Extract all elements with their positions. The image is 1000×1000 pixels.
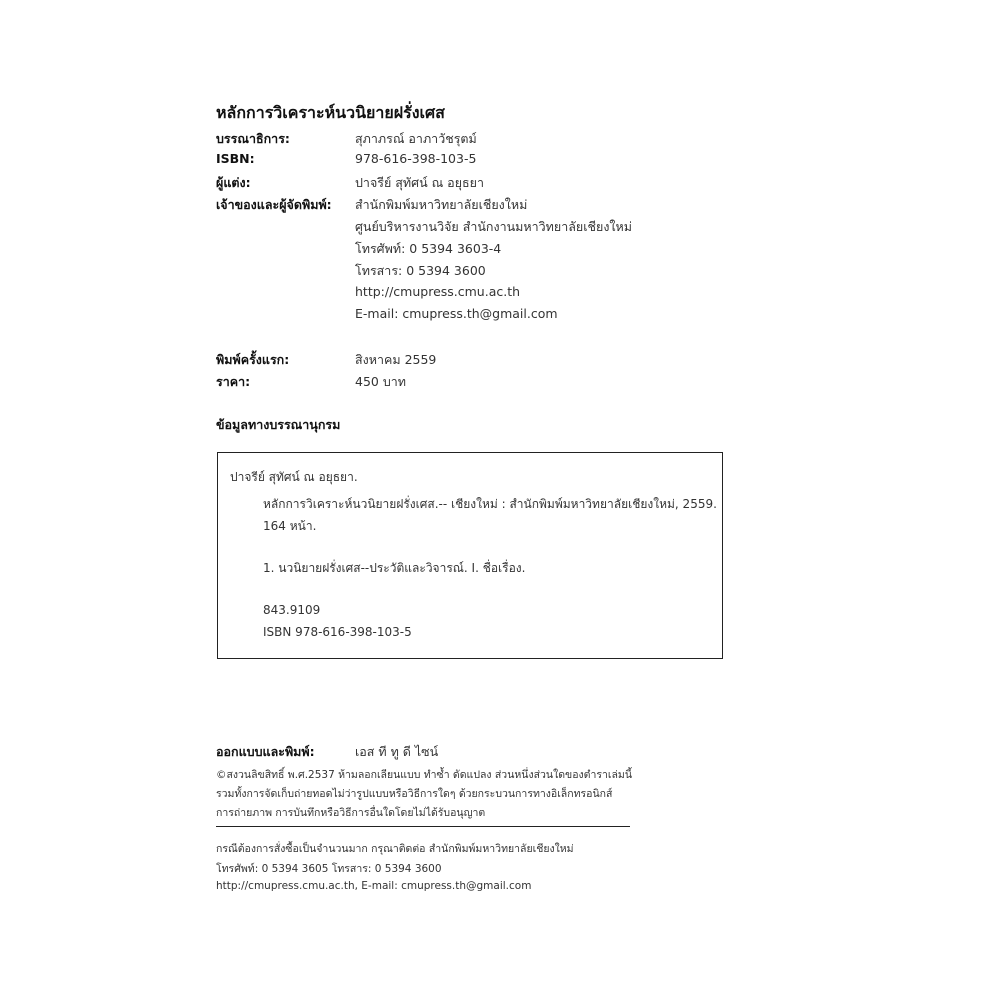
editor-value: สุภาภรณ์ อาภาวัชรุตม์ bbox=[355, 131, 477, 146]
cip-class-number: 843.9109 bbox=[263, 603, 321, 617]
publisher-label: เจ้าของและผู้จัดพิมพ์: bbox=[216, 197, 332, 212]
editor-label: บรรณาธิการ: bbox=[216, 131, 290, 146]
divider bbox=[216, 826, 630, 827]
price-value: 450 บาท bbox=[355, 374, 407, 389]
publisher-phone: โทรศัพท์: 0 5394 3603-4 bbox=[355, 241, 502, 256]
publisher-email[interactable]: E-mail: cmupress.th@gmail.com bbox=[355, 306, 558, 321]
order-contact-line[interactable]: http://cmupress.cmu.ac.th, E-mail: cmupress.th@gmail.com bbox=[216, 880, 532, 892]
copyright-line: การถ่ายภาพ การบันทึกหรือวิธีการอื่นใดโดยไม่ได้รับอนุญาต bbox=[216, 807, 486, 819]
publisher-fax: โทรสาร: 0 5394 3600 bbox=[355, 263, 486, 278]
author-value: ปาจรีย์ สุทัศน์ ณ อยุธยา bbox=[355, 175, 484, 190]
cip-author: ปาจรีย์ สุทัศน์ ณ อยุธยา. bbox=[230, 470, 358, 484]
order-info-line: กรณีต้องการสั่งซื้อเป็นจำนวนมาก กรุณาติดต่อ สำนักพิมพ์มหาวิทยาลัยเชียงใหม่ bbox=[216, 843, 574, 855]
publisher-address: ศูนย์บริหารงานวิจัย สำนักงานมหาวิทยาลัยเชียงใหม่ bbox=[355, 219, 633, 234]
first-print-label: พิมพ์ครั้งแรก: bbox=[216, 352, 290, 367]
isbn-value: 978-616-398-103-5 bbox=[355, 151, 477, 166]
cip-isbn: ISBN 978-616-398-103-5 bbox=[263, 625, 412, 639]
publisher-website-link[interactable]: http://cmupress.cmu.ac.th bbox=[355, 284, 521, 299]
publisher-value: สำนักพิมพ์มหาวิทยาลัยเชียงใหม่ bbox=[355, 197, 528, 212]
first-print-value: สิงหาคม 2559 bbox=[355, 352, 437, 367]
design-label: ออกแบบและพิมพ์: bbox=[216, 744, 315, 759]
order-phone-line: โทรศัพท์: 0 5394 3605 โทรสาร: 0 5394 3600 bbox=[216, 863, 442, 875]
cip-title: หลักการวิเคราะห์นวนิยายฝรั่งเศส.-- เชียงใหม่ : สำนักพิมพ์มหาวิทยาลัยเชียงใหม่, 2559. bbox=[263, 497, 717, 511]
author-label: ผู้แต่ง: bbox=[216, 175, 251, 190]
copyright-line: ©สงวนลิขสิทธิ์ พ.ศ.2537 ห้ามลอกเลียนแบบ ทำซ้ำ ดัดแปลง ส่วนหนึ่งส่วนใดของตำราเล่มนี้ bbox=[216, 769, 633, 781]
cip-subjects: 1. นวนิยายฝรั่งเศส--ประวัติและวิจารณ์. I. ชื่อเรื่อง. bbox=[263, 561, 526, 575]
isbn-label: ISBN: bbox=[216, 151, 255, 166]
copyright-line: รวมทั้งการจัดเก็บถ่ายทอดไม่ว่ารูปแบบหรือวิธีการใดๆ ด้วยกระบวนการทางอิเล็กทรอนิกส์ bbox=[216, 788, 613, 800]
price-label: ราคา: bbox=[216, 374, 251, 389]
cip-pages: 164 หน้า. bbox=[263, 519, 317, 533]
book-title: หลักการวิเคราะห์นวนิยายฝรั่งเศส bbox=[216, 103, 445, 122]
design-value: เอส ที ทู ดี ไซน์ bbox=[355, 744, 439, 759]
cip-heading: ข้อมูลทางบรรณานุกรม bbox=[216, 417, 341, 432]
